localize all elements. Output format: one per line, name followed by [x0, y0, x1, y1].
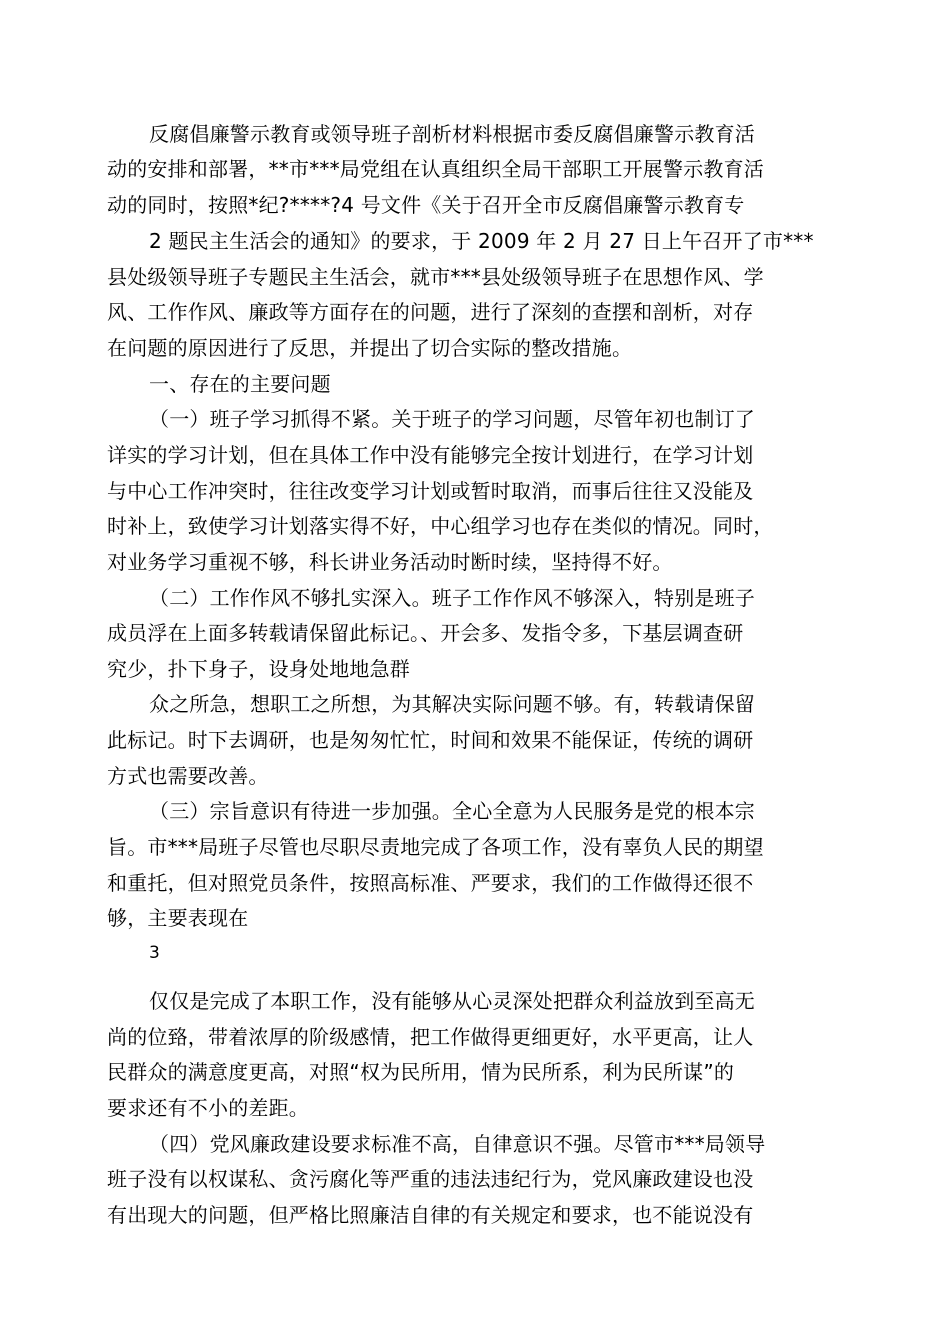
text-line: 反腐倡廉警示教育或领导班子剖析材料根据市委反腐倡廉警示教育活	[149, 122, 755, 146]
text-line: 旨。市***局班子尽管也尽职尽责地完成了各项工作，没有辜负人民的期望	[107, 835, 764, 859]
text-line: 民群众的满意度更高，对照“权为民所用，情为民所系，利为民所谋”的	[107, 1060, 735, 1084]
text-line: 要求还有不小的差距。	[107, 1096, 309, 1120]
text-line: 动的同时，按照*纪?****?4 号文件《关于召开全市反腐倡廉警示教育专	[107, 193, 745, 217]
text-line: 成员浮在上面多转载请保留此标记。、开会多、发指令多，下基层调查研	[107, 621, 744, 645]
text-line: 众之所急，想职工之所想，为其解决实际问题不够。有，转载请保留	[149, 692, 755, 716]
text-line: 仅仅是完成了本职工作，没有能够从心灵深处把群众利益放到至高无	[149, 989, 755, 1013]
text-line: 详实的学习计划，但在具体工作中没有能够完全按计划进行，在学习计划	[107, 443, 754, 467]
text-line: 究少，扑下身子，设身处地地急群	[107, 657, 410, 681]
page-number: 3	[149, 943, 160, 963]
text-line: 班子没有以权谋私、贪污腐化等严重的违法违纪行为，党风廉政建设也没	[107, 1167, 754, 1191]
text-line: 有出现大的问题，但严格比照廉洁自律的有关规定和要求，也不能说没有	[107, 1203, 754, 1227]
section-heading: 一、存在的主要问题	[149, 372, 331, 396]
text-line: 县处级领导班子专题民主生活会，就市***县处级领导班子在思想作风、学	[107, 265, 764, 289]
text-line: （一）班子学习抓得不紧。关于班子的学习问题，尽管年初也制订了	[149, 407, 755, 431]
text-line: 此标记。时下去调研，也是匆匆忙忙，时间和效果不能保证，传统的调研	[107, 728, 754, 752]
text-line: 够，主要表现在	[107, 906, 249, 930]
text-line: （三）宗旨意识有待进一步加强。全心全意为人民服务是党的根本宗	[149, 799, 755, 823]
text-line: 动的安排和部署，**市***局党组在认真组织全局干部职工开展警示教育活	[107, 157, 764, 181]
text-line: （二）工作作风不够扎实深入。班子工作作风不够深入，特别是班子	[149, 586, 755, 610]
text-line: 风、工作作风、廉政等方面存在的问题，进行了深刻的查摆和剖析，对存	[107, 300, 754, 324]
text-line: 时补上，致使学习计划落实得不好，中心组学习也存在类似的情况。同时，	[107, 514, 774, 538]
text-line: 尚的位臵，带着浓厚的阶级感情，把工作做得更细更好，水平更高，让人	[107, 1025, 754, 1049]
text-line: 对业务学习重视不够，科长讲业务活动时断时续，坚持得不好。	[107, 550, 673, 574]
text-line: （四）党风廉政建设要求标准不高，自律意识不强。尽管市***局领导	[149, 1132, 766, 1156]
text-line: 与中心工作冲突时，往往改变学习计划或暂时取消，而事后往往又没能及	[107, 479, 754, 503]
text-line: 在问题的原因进行了反思，并提出了切合实际的整改措施。	[107, 336, 633, 360]
text-line: 2 题民主生活会的通知》的要求，于 2009 年 2 月 27 日上午召开了市***	[149, 229, 814, 253]
text-line: 方式也需要改善。	[107, 764, 269, 788]
text-line: 和重托，但对照党员条件，按照高标准、严要求，我们的工作做得还很不	[107, 871, 754, 895]
